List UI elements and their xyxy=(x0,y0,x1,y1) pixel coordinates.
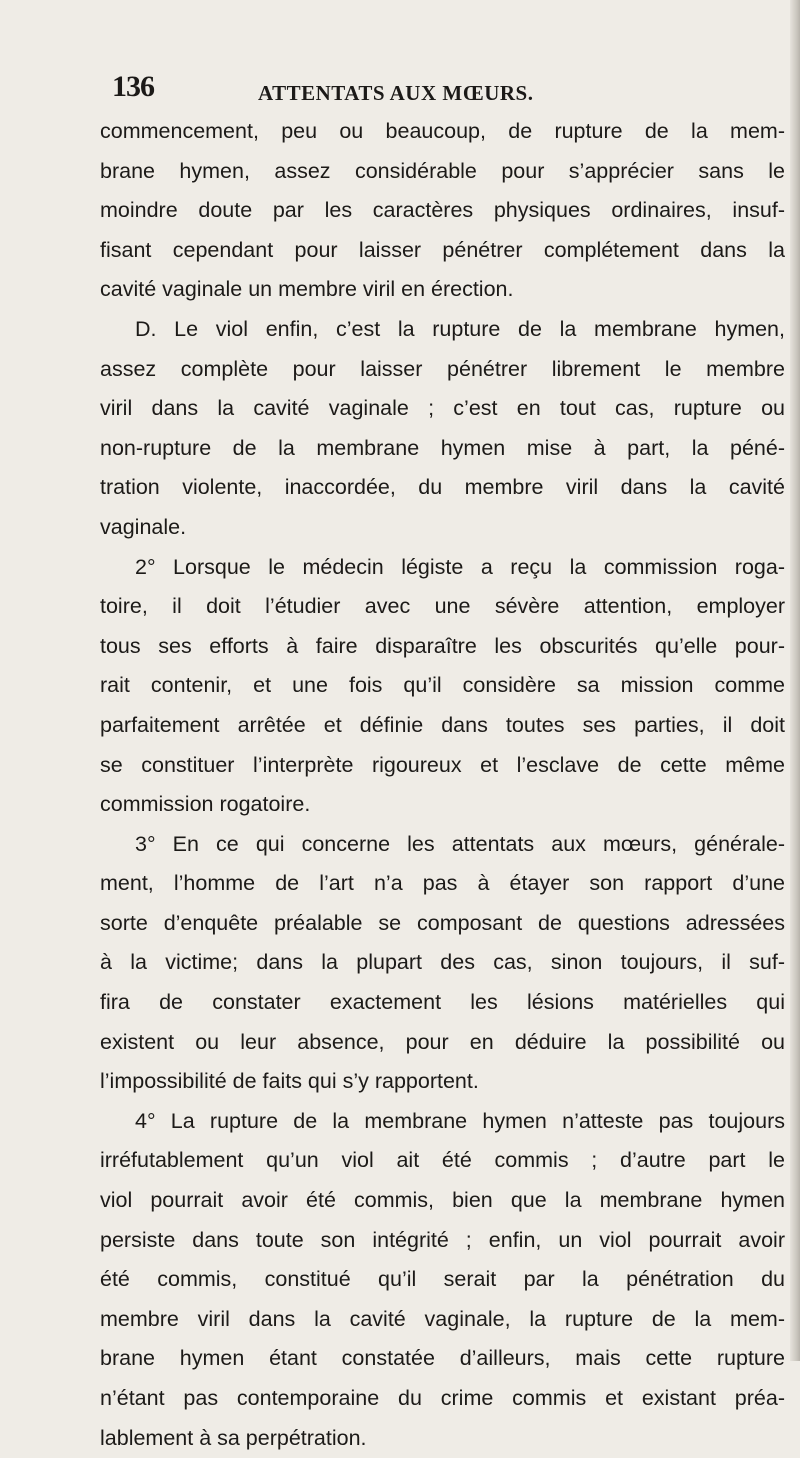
text-line: tous ses efforts à faire disparaître les obscurités qu’elle pour- xyxy=(100,633,785,658)
text-line: n’étant pas contemporaine du crime commis et existant préa- xyxy=(100,1386,785,1410)
text-line: persiste dans toute son intégrité ; enfin, un viol pourrait avoir xyxy=(100,1227,785,1252)
page-number: 136 xyxy=(112,70,154,103)
text-line: fira de constater exactement les lésions matérielles qui xyxy=(100,990,785,1015)
text-line: viril dans la cavité vaginale ; c’est en tout cas, rupture ou xyxy=(100,396,785,421)
text-line: l’impossibilité de faits qui s’y rapportent. xyxy=(100,1069,479,1094)
paragraph-d-first-line: D. Le viol enfin, c’est la rupture de la membrane hymen, xyxy=(135,316,785,341)
text-line: commission rogatoire. xyxy=(100,792,311,817)
text-line: vaginale. xyxy=(100,514,187,539)
text-line: rait contenir, et une fois qu’il considère sa mission comme xyxy=(100,673,785,698)
text-line: assez complète pour laisser pénétrer librement le membre xyxy=(100,356,785,381)
text-line: parfaitement arrêtée et définie dans toutes ses parties, il doit xyxy=(100,712,785,737)
text-line: sorte d’enquête préalable se composant de questions adressées xyxy=(100,910,785,935)
text-line: lablement à sa perpétration. xyxy=(100,1425,367,1450)
text-line: viol pourrait avoir été commis, bien que la membrane hymen xyxy=(100,1188,785,1213)
page-edge-shadow xyxy=(790,0,800,1361)
text-line: à la victime; dans la plupart des cas, sinon toujours, il suf- xyxy=(100,950,785,975)
text-line: membre viril dans la cavité vaginale, la rupture de la mem- xyxy=(100,1306,785,1331)
text-line: irréfutablement qu’un viol ait été commis ; d’autre part le xyxy=(100,1148,785,1173)
page-header xyxy=(0,70,800,110)
text-line: brane hymen, assez considérable pour s’apprécier sans le xyxy=(100,158,785,183)
text-line: fisant cependant pour laisser pénétrer complétement dans la xyxy=(100,237,785,262)
text-line: moindre doute par les caractères physiques ordinaires, insuf- xyxy=(100,198,785,223)
text-line: existent ou leur absence, pour en déduire la possibilité ou xyxy=(100,1029,785,1054)
text-line: cavité vaginale un membre viril en érection. xyxy=(100,277,514,302)
text-line: commencement, peu ou beaucoup, de rupture de la mem- xyxy=(100,119,785,143)
text-line: été commis, constitué qu’il serait par la pénétration du xyxy=(100,1267,785,1292)
text-line: toire, il doit l’étudier avec une sévère attention, employer xyxy=(100,594,785,619)
paragraph-4-first-line: 4° La rupture de la membrane hymen n’atteste pas toujours xyxy=(135,1108,785,1133)
text-line: non-rupture de la membrane hymen mise à part, la péné- xyxy=(100,435,785,460)
paragraph-2-first-line: 2° Lorsque le médecin légiste a reçu la commission roga- xyxy=(135,554,785,579)
body-text xyxy=(100,112,785,1458)
text-line: se constituer l’interprète rigoureux et l’esclave de cette même xyxy=(100,752,785,777)
text-line: ment, l’homme de l’art n’a pas à étayer son rapport d’une xyxy=(100,871,785,896)
paragraph-3-first-line: 3° En ce qui concerne les attentats aux mœurs, générale- xyxy=(135,831,785,856)
text-line: brane hymen étant constatée d’ailleurs, mais cette rupture xyxy=(100,1346,785,1371)
text-line: tration violente, inaccordée, du membre viril dans la cavité xyxy=(100,475,785,500)
running-head: ATTENTATS AUX MŒURS. xyxy=(258,81,534,105)
